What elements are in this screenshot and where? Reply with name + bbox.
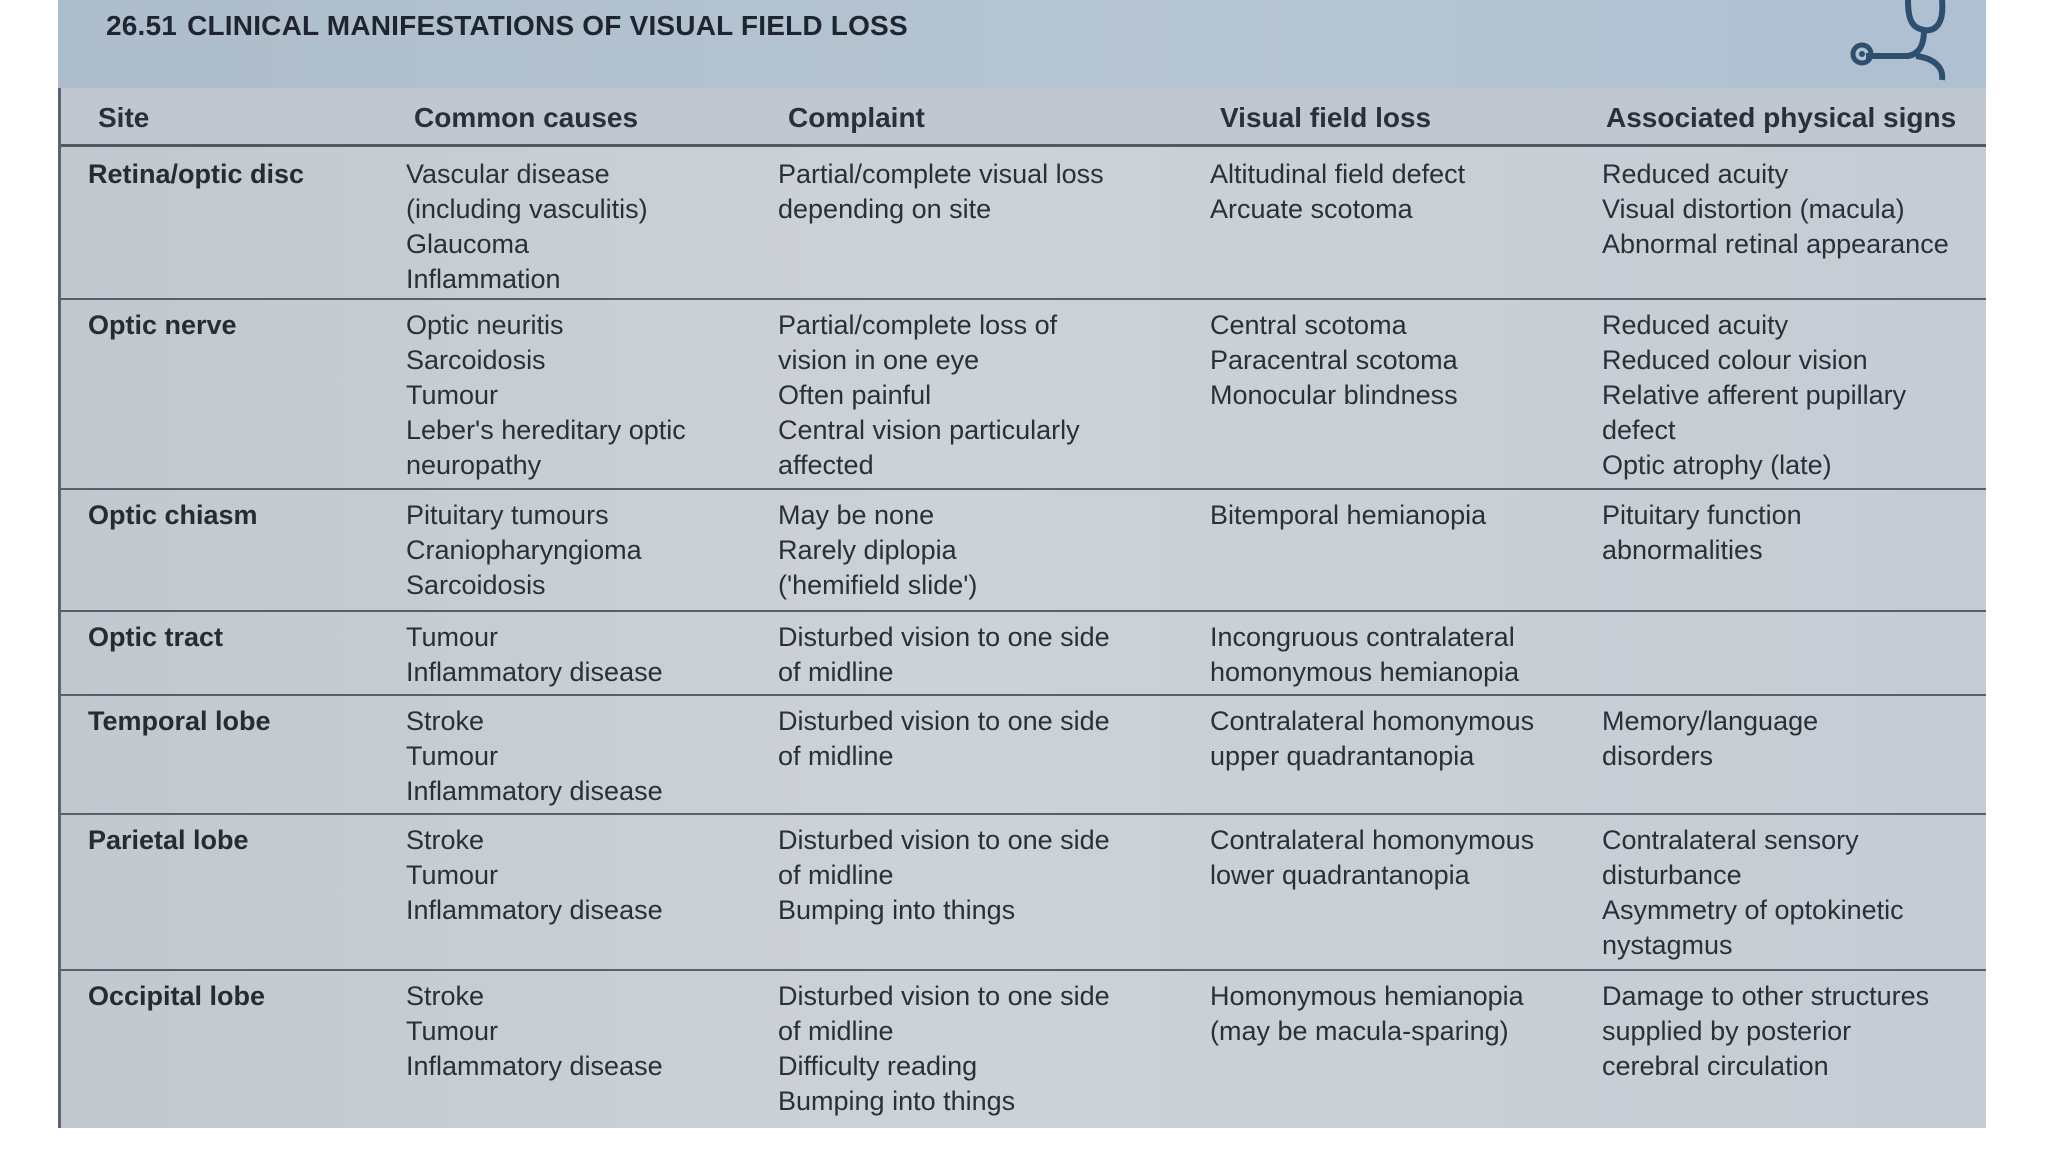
causes-line: Pituitary tumours <box>406 500 609 530</box>
header-common-causes: Common causes <box>414 102 639 133</box>
site-label: Optic nerve <box>88 310 237 340</box>
cell-signs <box>1602 979 1929 1084</box>
complaint-line: depending on site <box>778 194 992 224</box>
signs-line: cerebral circulation <box>1602 1051 1829 1081</box>
table-number: 26.51 <box>106 10 178 41</box>
causes-line: Glaucoma <box>406 229 530 259</box>
cell-site <box>88 157 304 192</box>
complaint-line: Difficulty reading <box>778 1051 978 1081</box>
cell-signs <box>1602 704 1818 774</box>
signs-line: Visual distortion (macula) <box>1602 194 1905 224</box>
complaint-line: of midline <box>778 1016 894 1046</box>
signs-line: Reduced acuity <box>1602 310 1789 340</box>
cell-site <box>88 620 223 655</box>
cell-complaint <box>778 979 1110 1119</box>
table-row <box>58 610 1986 696</box>
causes-line: Sarcoidosis <box>406 345 546 375</box>
signs-line: Abnormal retinal appearance <box>1602 229 1949 259</box>
causes-line: (including vasculitis) <box>406 194 648 224</box>
cell-field <box>1210 704 1534 774</box>
cell-field <box>1210 823 1534 893</box>
field-line: Contralateral homonymous <box>1210 825 1535 855</box>
causes-line: Tumour <box>406 741 499 771</box>
cell-causes <box>406 498 642 603</box>
signs-line: Optic atrophy (late) <box>1602 450 1832 480</box>
cell-site <box>88 704 271 739</box>
causes-line: Inflammatory disease <box>406 1051 663 1081</box>
field-line: Contralateral homonymous <box>1210 706 1535 736</box>
cell-field <box>1210 620 1519 690</box>
table-row <box>58 147 1986 300</box>
field-line: Altitudinal field defect <box>1210 159 1466 189</box>
site-label: Occipital lobe <box>88 981 266 1011</box>
table-title-bar <box>58 0 1986 91</box>
field-line: (may be macula-sparing) <box>1210 1016 1509 1046</box>
cell-field <box>1210 498 1486 533</box>
complaint-line: Disturbed vision to one side <box>778 622 1110 652</box>
table-left-border <box>58 88 61 1128</box>
causes-line: Sarcoidosis <box>406 570 546 600</box>
cell-signs <box>1602 823 1904 963</box>
cell-signs <box>1602 498 1802 568</box>
stethoscope-icon <box>1846 0 1956 88</box>
cell-field <box>1210 157 1465 227</box>
complaint-line: affected <box>778 450 874 480</box>
cell-complaint <box>778 620 1110 690</box>
site-label: Parietal lobe <box>88 825 249 855</box>
signs-line: supplied by posterior <box>1602 1016 1852 1046</box>
complaint-line: Disturbed vision to one side <box>778 825 1110 855</box>
table-row <box>58 488 1986 612</box>
cell-causes <box>406 823 663 928</box>
causes-line: Stroke <box>406 706 485 736</box>
causes-line: Inflammatory disease <box>406 895 663 925</box>
site-label: Retina/optic disc <box>88 159 305 189</box>
table-row <box>58 694 1986 815</box>
causes-line: Tumour <box>406 860 499 890</box>
cell-causes <box>406 979 663 1084</box>
signs-line: disturbance <box>1602 860 1742 890</box>
complaint-line: Partial/complete visual loss <box>778 159 1104 189</box>
causes-line: Craniopharyngioma <box>406 535 642 565</box>
table-header-row <box>58 88 1986 147</box>
cell-complaint <box>778 498 977 603</box>
field-line: Bitemporal hemianopia <box>1210 500 1487 530</box>
complaint-line: Disturbed vision to one side <box>778 706 1110 736</box>
complaint-line: of midline <box>778 741 894 771</box>
cell-site <box>88 979 265 1014</box>
header-visual-field-loss: Visual field loss <box>1220 102 1432 133</box>
signs-line: abnormalities <box>1602 535 1763 565</box>
complaint-line: Rarely diplopia <box>778 535 957 565</box>
field-line: Incongruous contralateral <box>1210 622 1515 652</box>
site-label: Optic tract <box>88 622 224 652</box>
cell-site <box>88 823 249 858</box>
causes-line: Inflammatory disease <box>406 657 663 687</box>
cell-field <box>1210 308 1458 413</box>
field-line: Central scotoma <box>1210 310 1407 340</box>
complaint-line: Bumping into things <box>778 1086 1016 1116</box>
field-line: upper quadrantanopia <box>1210 741 1475 771</box>
table-row <box>58 969 1986 1128</box>
cell-signs <box>1602 157 1949 262</box>
causes-line: Stroke <box>406 981 485 1011</box>
field-line: Arcuate scotoma <box>1210 194 1413 224</box>
causes-line: Stroke <box>406 825 485 855</box>
causes-line: Optic neuritis <box>406 310 564 340</box>
cell-causes <box>406 157 648 297</box>
site-label: Optic chiasm <box>88 500 258 530</box>
signs-line: Reduced acuity <box>1602 159 1789 189</box>
signs-line: defect <box>1602 415 1676 445</box>
table-row <box>58 298 1986 490</box>
signs-line: Asymmetry of optokinetic <box>1602 895 1904 925</box>
cell-complaint <box>778 308 1080 483</box>
field-line: Paracentral scotoma <box>1210 345 1458 375</box>
signs-line: Reduced colour vision <box>1602 345 1868 375</box>
textbook-page <box>58 0 1986 1128</box>
signs-line: disorders <box>1602 741 1714 771</box>
signs-line: Memory/language <box>1602 706 1819 736</box>
cell-causes <box>406 704 663 809</box>
field-line: lower quadrantanopia <box>1210 860 1470 890</box>
cell-site <box>88 498 258 533</box>
cell-causes <box>406 620 663 690</box>
complaint-line: Central vision particularly <box>778 415 1080 445</box>
complaint-line: Disturbed vision to one side <box>778 981 1110 1011</box>
cell-site <box>88 308 237 343</box>
cell-complaint <box>778 157 1104 227</box>
causes-line: Tumour <box>406 622 499 652</box>
signs-line: nystagmus <box>1602 930 1733 960</box>
cell-complaint <box>778 704 1110 774</box>
causes-line: Inflammation <box>406 264 561 294</box>
field-line: Homonymous hemianopia <box>1210 981 1524 1011</box>
complaint-line: Often painful <box>778 380 932 410</box>
causes-line: neuropathy <box>406 450 542 480</box>
complaint-line: Partial/complete loss of <box>778 310 1058 340</box>
header-complaint: Complaint <box>788 102 925 133</box>
cell-causes <box>406 308 686 483</box>
cell-field <box>1210 979 1524 1049</box>
header-associated-signs: Associated physical signs <box>1606 102 1957 133</box>
field-line: Monocular blindness <box>1210 380 1458 410</box>
complaint-line: Bumping into things <box>778 895 1016 925</box>
causes-line: Inflammatory disease <box>406 776 663 806</box>
signs-line: Damage to other structures <box>1602 981 1930 1011</box>
causes-line: Leber's hereditary optic <box>406 415 686 445</box>
table-title <box>106 10 908 42</box>
causes-line: Vascular disease <box>406 159 610 189</box>
complaint-line: vision in one eye <box>778 345 980 375</box>
site-label: Temporal lobe <box>88 706 271 736</box>
signs-line: Contralateral sensory <box>1602 825 1859 855</box>
complaint-line: of midline <box>778 860 894 890</box>
field-line: homonymous hemianopia <box>1210 657 1520 687</box>
signs-line: Relative afferent pupillary <box>1602 380 1907 410</box>
header-site: Site <box>98 102 150 133</box>
table-row <box>58 813 1986 971</box>
complaint-line: of midline <box>778 657 894 687</box>
complaint-line: May be none <box>778 500 935 530</box>
signs-line: Pituitary function <box>1602 500 1802 530</box>
complaint-line: ('hemifield slide') <box>778 570 978 600</box>
table-title-text: CLINICAL MANIFESTATIONS OF VISUAL FIELD LOSS <box>187 10 908 41</box>
causes-line: Tumour <box>406 380 499 410</box>
causes-line: Tumour <box>406 1016 499 1046</box>
cell-complaint <box>778 823 1110 928</box>
cell-signs <box>1602 308 1906 483</box>
